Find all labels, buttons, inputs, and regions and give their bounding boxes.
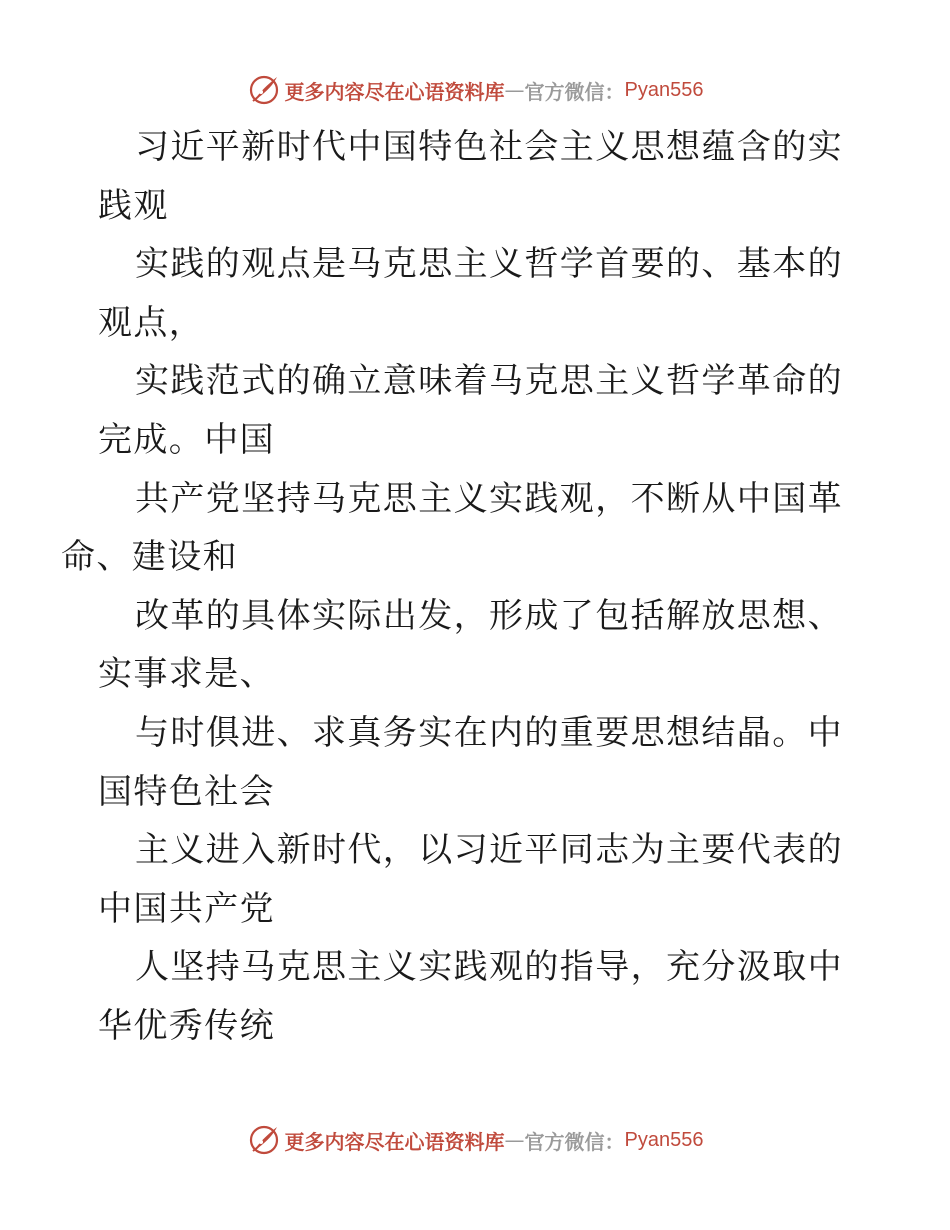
paragraph-line: 习近平新时代中国特色社会主义思想蕴含的实践 [98, 127, 843, 226]
paragraph-line: 优秀传统 [133, 1005, 276, 1046]
paragraph-line: 观 [133, 185, 169, 226]
paragraph-line: 主义进入新时代，以习近平同志为主要代表的中 [98, 830, 843, 929]
paragraph [98, 118, 858, 235]
paragraph-line: 与时俱进、求真务实在内的重要思想结晶。中国 [98, 712, 843, 812]
banner-title: 更多内容尽在心语资料库 [284, 1129, 505, 1154]
paragraph-line: 实践的观点是马克思主义哲学首要的、基本的观 [98, 244, 843, 343]
paragraph-line: 特色社会 [133, 771, 276, 812]
paragraph [98, 235, 858, 352]
banner-wechat-id: Pyan556 [624, 1128, 704, 1151]
paragraph [98, 821, 858, 938]
paragraph-line: 实践范式的确立意味着马克思主义哲学革命的完 [98, 361, 843, 460]
footer-banner [0, 1120, 950, 1160]
paragraph-line: 点， [133, 302, 205, 343]
paragraph-line: 命、建设和 [61, 537, 238, 578]
banner-wechat-label: 官方微信： [524, 1129, 625, 1154]
quill-pen-logo-icon [247, 73, 281, 107]
paragraph [98, 587, 858, 704]
banner-separator: — [504, 78, 525, 102]
banner-wechat-label: 官方微信： [524, 79, 625, 104]
paragraph [98, 704, 858, 821]
banner-title: 更多内容尽在心语资料库 [284, 79, 505, 104]
paragraph-line: 人坚持马克思主义实践观的指导，充分汲取中华 [98, 947, 843, 1046]
paragraph-line: 国共产党 [133, 888, 276, 929]
header-banner [0, 70, 950, 110]
paragraph [61, 470, 858, 587]
paragraph [98, 938, 858, 1055]
banner-separator: — [504, 1128, 525, 1152]
paragraph-line: 改革的具体实际出发，形成了包括解放思想、实 [98, 595, 843, 695]
quill-pen-logo-icon [247, 1123, 281, 1157]
banner-wechat-id: Pyan556 [624, 78, 704, 101]
paragraph-line: 共产党坚持马克思主义实践观，不断从中国革 [135, 478, 843, 519]
document-body [61, 118, 858, 1056]
paragraph-line: 事求是、 [133, 654, 276, 695]
paragraph-line: 成。中国 [133, 419, 276, 460]
paragraph [98, 352, 858, 469]
